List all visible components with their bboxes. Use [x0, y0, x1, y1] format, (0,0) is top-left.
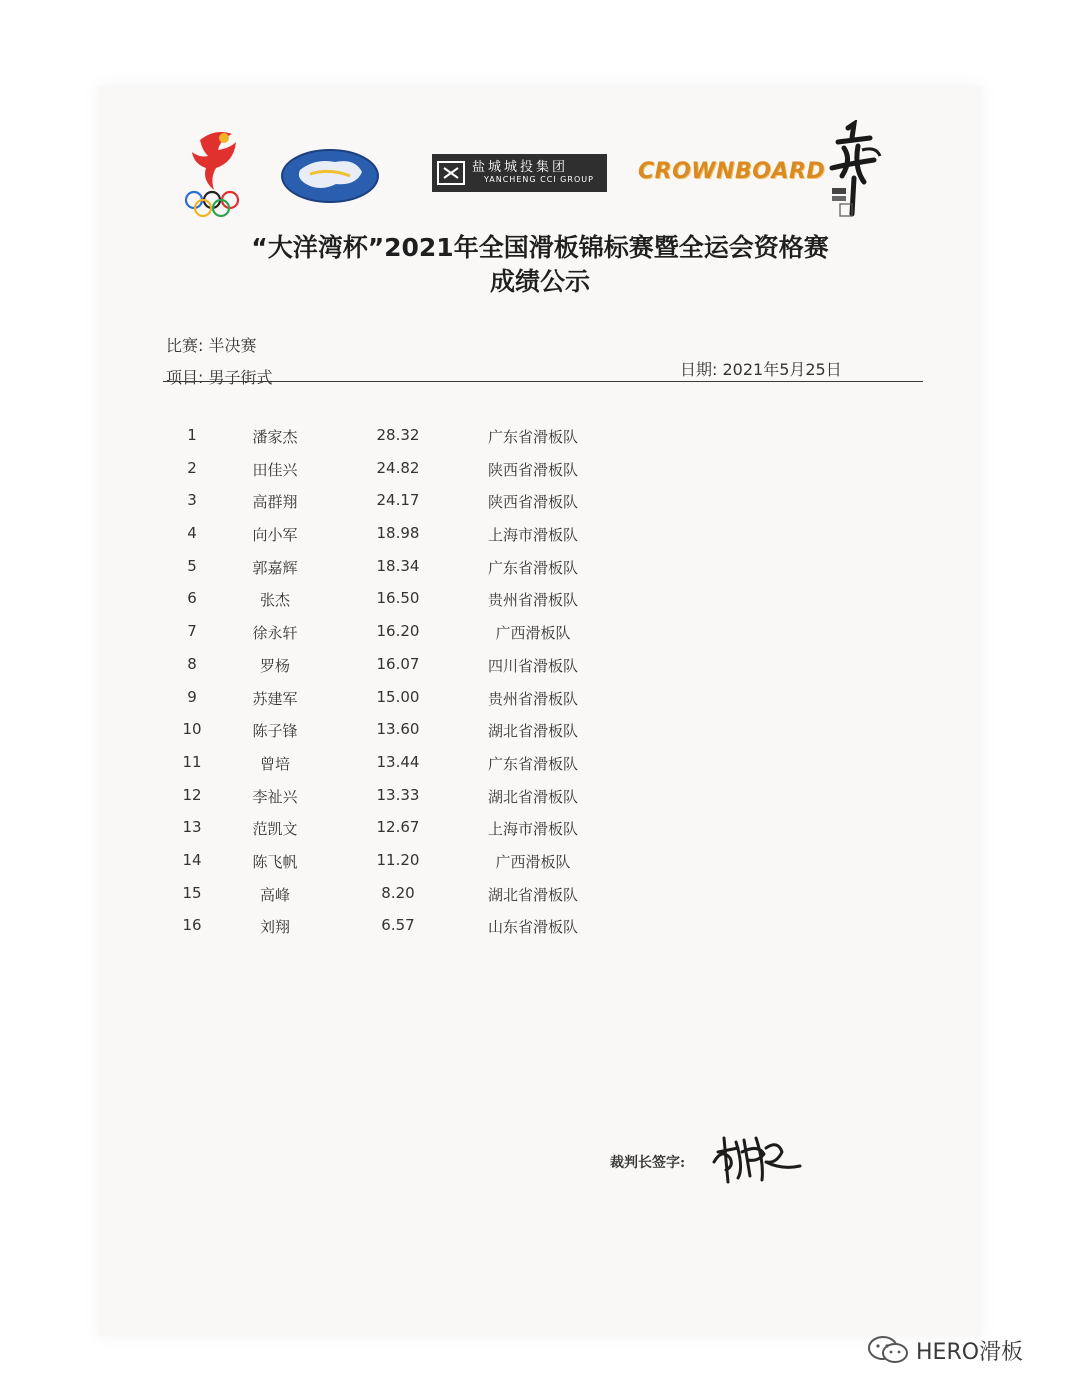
- result-row: [160, 487, 640, 520]
- team-cell: 山东省滑板队: [487, 918, 578, 937]
- rank-cell: 15: [182, 883, 202, 902]
- rank-cell: 3: [187, 491, 197, 510]
- rank-cell: 11: [182, 752, 202, 771]
- result-row: [160, 520, 640, 553]
- event-label: 项目: 男子街式: [166, 368, 273, 387]
- rank-cell: 4: [187, 524, 197, 543]
- score-cell: 13.44: [376, 752, 420, 771]
- page-title: “大洋湾杯”2021年全国滑板锦标赛暨全运会资格赛: [251, 233, 829, 262]
- score-cell: 15.00: [376, 687, 420, 706]
- score-cell: 16.07: [376, 654, 420, 673]
- athlete-name-cell: 陈飞帆: [252, 852, 298, 871]
- yancheng-logo-box: [432, 154, 607, 192]
- athlete-name-cell: 徐永轩: [252, 624, 298, 643]
- result-row: [160, 782, 640, 815]
- match-label: 比赛: 半决赛: [166, 336, 257, 355]
- sponsor-logo-bar: [180, 120, 900, 220]
- olympic-emblem-icon: [180, 128, 250, 218]
- score-cell: 24.17: [376, 491, 420, 510]
- result-row: [160, 684, 640, 717]
- rank-cell: 8: [187, 654, 197, 673]
- page-subtitle: 成绩公示: [489, 267, 590, 296]
- team-cell: 广西滑板队: [495, 624, 571, 643]
- rank-cell: 6: [187, 589, 197, 608]
- athlete-name-cell: 曾培: [259, 754, 290, 773]
- crownboard-logo: CROWNBOARD: [638, 159, 826, 184]
- result-row: [160, 618, 640, 651]
- watermark-text: HERO滑板: [916, 1339, 1024, 1365]
- rank-cell: 7: [187, 622, 197, 641]
- handwritten-signature-icon: [708, 1118, 808, 1188]
- rank-cell: 2: [187, 458, 197, 477]
- score-cell: 28.32: [376, 426, 420, 444]
- athlete-name-cell: 李祉兴: [252, 787, 298, 806]
- team-cell: 湖北省滑板队: [487, 722, 578, 741]
- score-cell: 8.20: [381, 883, 415, 902]
- team-cell: 广东省滑板队: [487, 428, 578, 446]
- yancheng-english-name: YANCHENG CCI GROUP: [484, 175, 594, 184]
- date-label: 日期: 2021年5月25日: [680, 360, 842, 379]
- result-row: [160, 912, 640, 945]
- result-row: [160, 847, 640, 880]
- rank-cell: 10: [182, 720, 202, 739]
- score-cell: 13.60: [376, 720, 420, 739]
- team-cell: 贵州省滑板队: [487, 591, 578, 610]
- result-row: [160, 553, 640, 586]
- result-row: [160, 651, 640, 684]
- header-divider: [163, 381, 923, 382]
- team-cell: 贵州省滑板队: [487, 689, 578, 708]
- watermark: [866, 1333, 1023, 1367]
- team-cell: 广东省滑板队: [487, 754, 578, 773]
- result-row: [160, 455, 640, 488]
- score-cell: 16.20: [376, 622, 420, 641]
- athlete-name-cell: 张杰: [259, 591, 290, 610]
- globe-logo-icon: [280, 148, 380, 204]
- athlete-name-cell: 高峰: [259, 885, 290, 904]
- team-cell: 湖北省滑板队: [487, 787, 578, 806]
- rank-cell: 1: [187, 426, 197, 444]
- rank-cell: 5: [187, 556, 197, 575]
- score-cell: 18.98: [376, 524, 420, 543]
- score-cell: 16.50: [376, 589, 420, 608]
- chief-judge-signature-label: 裁判长签字:: [610, 1155, 686, 1171]
- athlete-name-cell: 田佳兴: [252, 460, 298, 479]
- yancheng-mark-icon: [436, 158, 466, 188]
- team-cell: 陕西省滑板队: [487, 460, 578, 479]
- score-cell: 6.57: [381, 916, 415, 935]
- rank-cell: 14: [182, 850, 202, 869]
- score-cell: 13.33: [376, 785, 420, 804]
- athlete-name-cell: 范凯文: [252, 820, 298, 839]
- rank-cell: 9: [187, 687, 197, 706]
- athlete-name-cell: 向小军: [252, 526, 298, 545]
- rank-cell: 16: [182, 916, 202, 935]
- athlete-name-cell: 苏建军: [252, 689, 298, 708]
- athlete-name-cell: 潘家杰: [252, 428, 298, 446]
- result-row: [160, 422, 640, 455]
- team-cell: 湖北省滑板队: [487, 885, 578, 904]
- athlete-name-cell: 陈子锋: [252, 722, 298, 741]
- team-cell: 陕西省滑板队: [487, 493, 578, 512]
- score-cell: 12.67: [376, 818, 420, 837]
- result-row: [160, 749, 640, 782]
- calligraphy-seal-icon: [818, 120, 888, 220]
- result-row: [160, 716, 640, 749]
- team-cell: 四川省滑板队: [487, 656, 578, 675]
- yancheng-chinese-name: 盐城城投集团: [472, 160, 569, 175]
- yancheng-cci-logo: [432, 154, 607, 192]
- team-cell: 广东省滑板队: [487, 558, 578, 577]
- athlete-name-cell: 高群翔: [252, 493, 298, 512]
- rank-cell: 13: [182, 818, 202, 837]
- athlete-name-cell: 刘翔: [259, 918, 290, 937]
- score-cell: 11.20: [376, 850, 420, 869]
- rank-cell: 12: [182, 785, 202, 804]
- score-cell: 24.82: [376, 458, 420, 477]
- score-cell: 18.34: [376, 556, 420, 575]
- results-list: [160, 422, 640, 945]
- result-row: [160, 585, 640, 618]
- team-cell: 广西滑板队: [495, 852, 571, 871]
- team-cell: 上海市滑板队: [487, 526, 578, 545]
- result-row: [160, 814, 640, 847]
- wechat-icon: [866, 1335, 910, 1365]
- team-cell: 上海市滑板队: [487, 820, 578, 839]
- athlete-name-cell: 郭嘉辉: [252, 558, 298, 577]
- athlete-name-cell: 罗杨: [259, 656, 290, 675]
- result-row: [160, 880, 640, 913]
